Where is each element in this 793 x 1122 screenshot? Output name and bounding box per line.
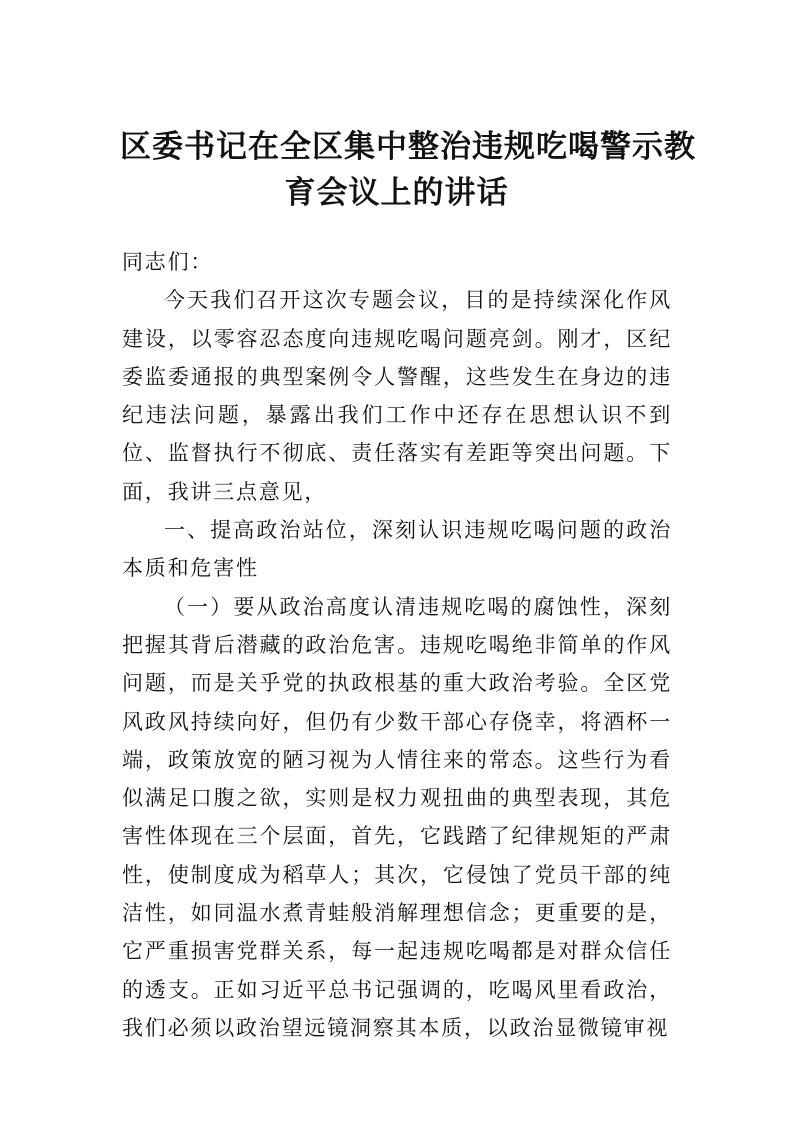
paragraph-subsection-1: （一）要从政治高度认清违规吃喝的腐蚀性，深刻把握其背后潜藏的政治危害。违规吃喝绝非简单的作风问题，而是关乎党的执政根基的重大政治考验。全区党风政风持续向好，但仍有少数干部心存侥幸，将酒杯一端，政策放宽的陋习视为人情往来的常态。这些行为看似满足口腹之欲，实则是权力观扭曲的典型表现，其危害性体现在三个层面，首先，它践踏了纪律规矩的严肃性，使制度成为稻草人；其次，它侵蚀了党员干部的纯洁性，如同温水煮青蛙般消解理想信念；更重要的是，它严重损害党群关系，每一起违规吃喝都是对群众信任的透支。正如习近平总书记强调的，吃喝风里看政治，我们必须以政治望远镜洞察其本质，以政治显微镜审视 <box>122 594 672 1040</box>
document-body <box>122 243 672 1047</box>
salutation: 同志们： <box>122 250 214 274</box>
document-title-line-1: 区委书记在全区集中整治违规吃喝警示教 <box>120 129 696 165</box>
section-heading-1: 一、提高政治站位，深刻认识违规吃喝问题的政治本质和危害性 <box>122 518 672 581</box>
document-title-line-2: 育会议上的讲话 <box>284 175 509 211</box>
paragraph-intro: 今天我们召开这次专题会议，目的是持续深化作风建设，以零容忍态度向违规吃喝问题亮剑。刚才，区纪委监委通报的典型案例令人警醒，这些发生在身边的违纪违法问题，暴露出我们工作中还存在思想认识不到位、监督执行不彻底、责任落实有差距等突出问题。下面，我讲三点意见， <box>122 288 672 504</box>
